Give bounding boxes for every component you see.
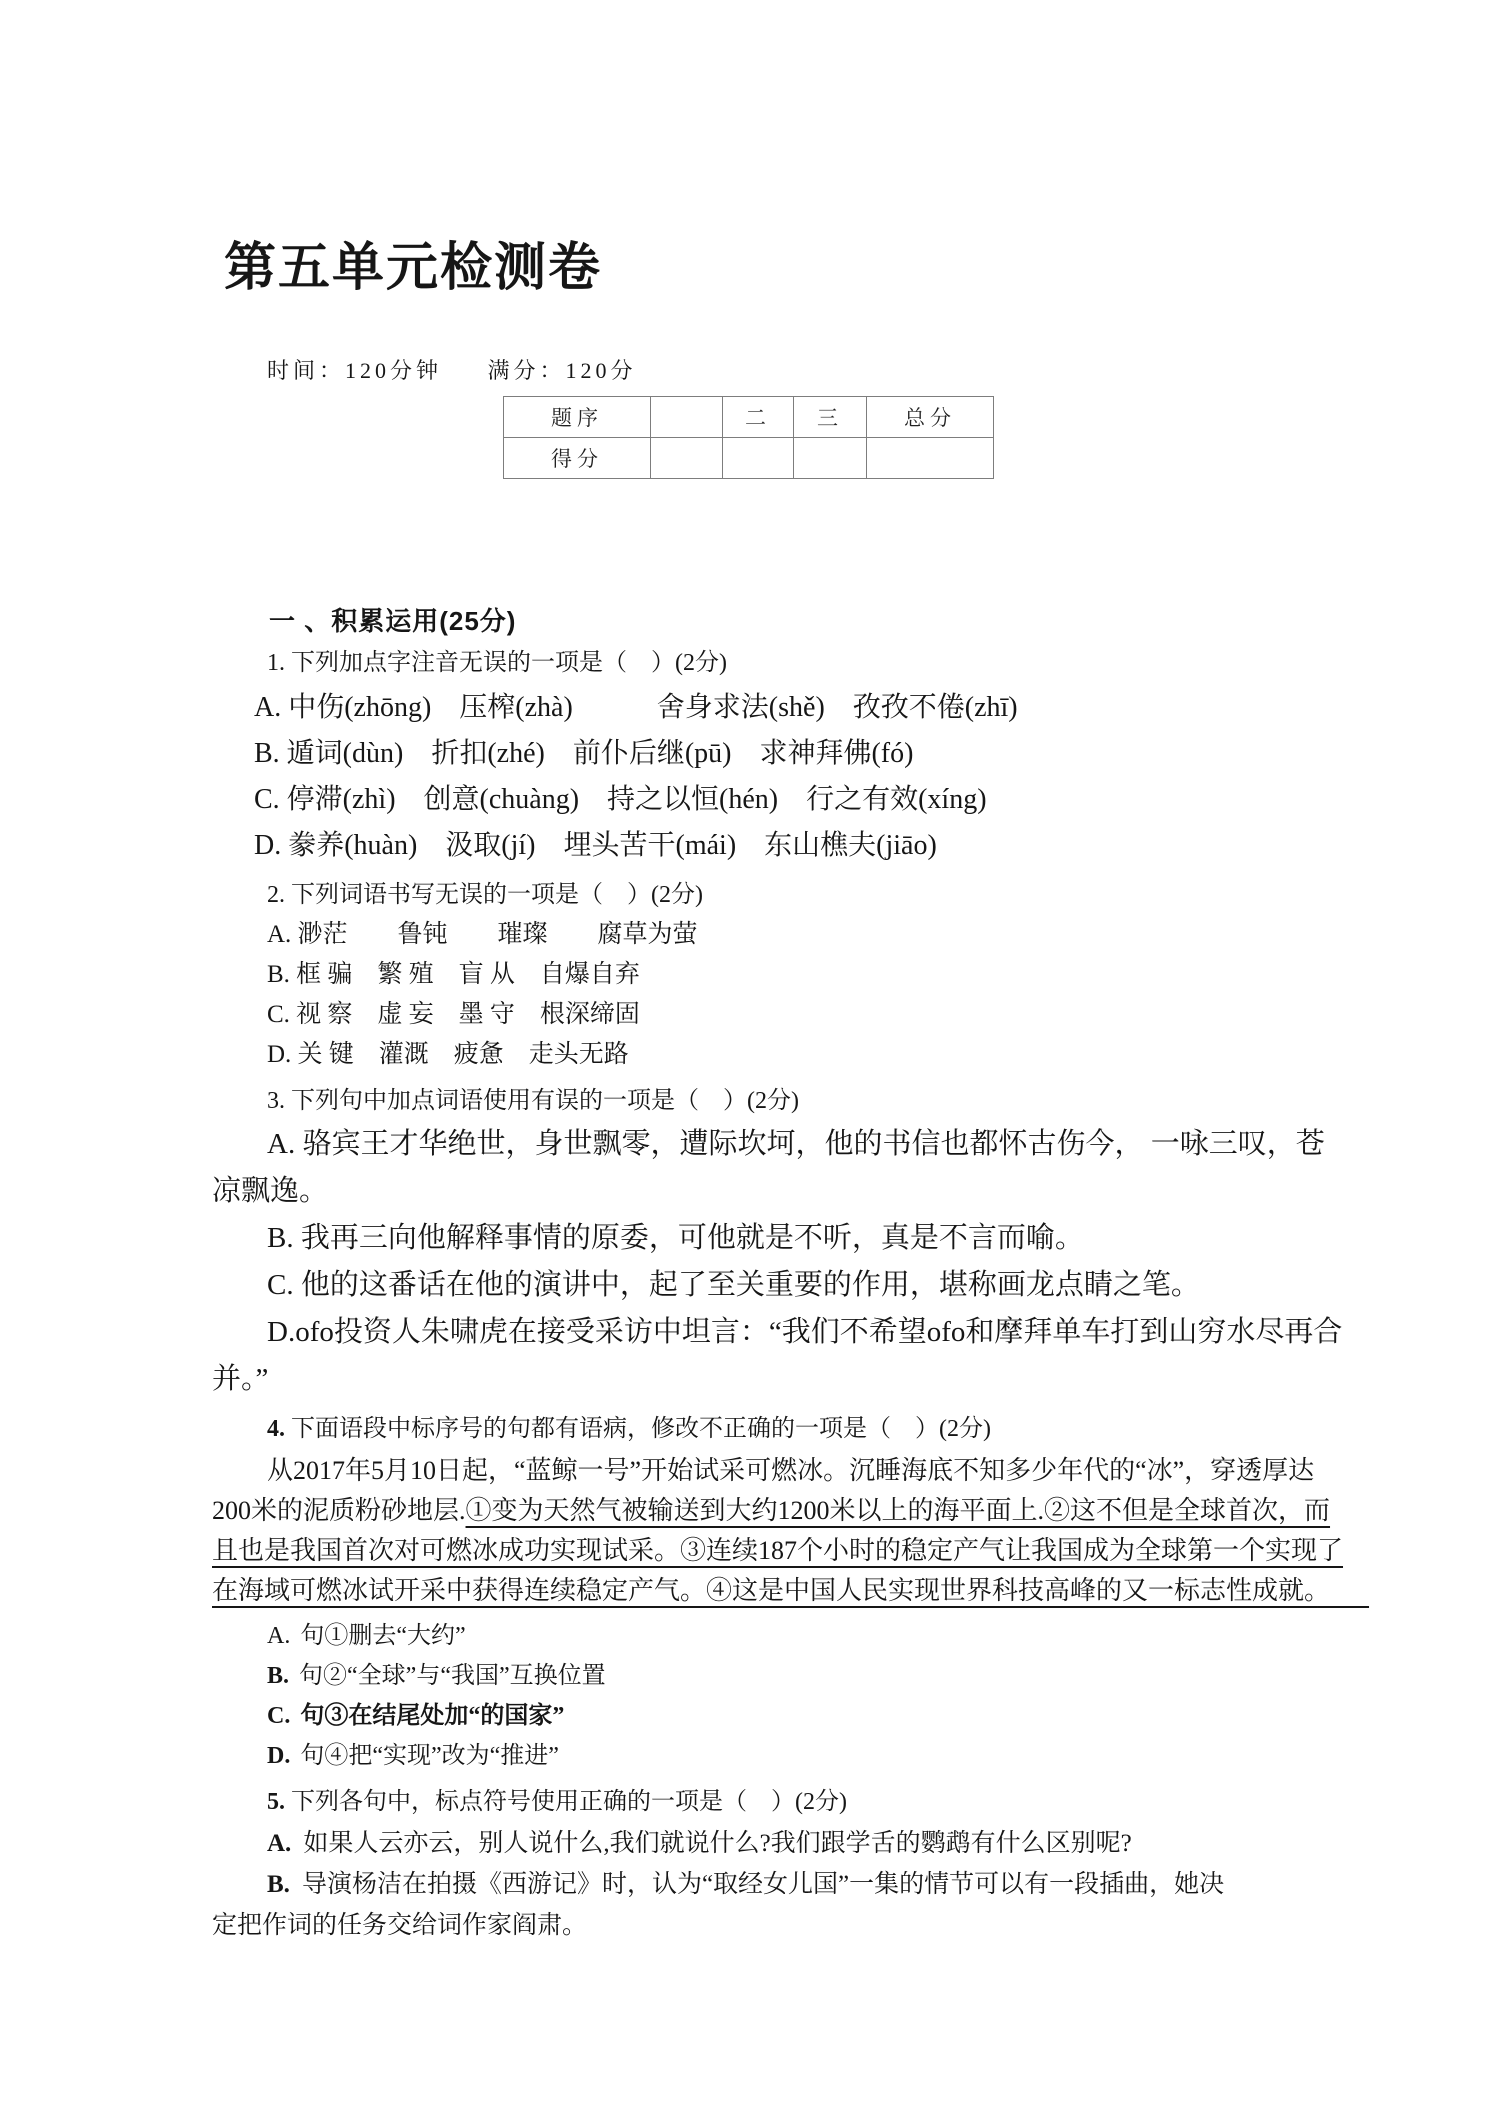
meta-full-score: 满分：120分 xyxy=(487,358,637,384)
q3-option-a: A. 骆宾王才华绝世，身世飘零，遭际坎坷，他的书信也都怀古伤今， 一咏三叹，苍凉飘逸。 xyxy=(212,1128,1325,1208)
q2-option-b: B. 框 骗 繁 殖 盲 从 自爆自弃 xyxy=(267,961,640,989)
q1-option-c: C. 停滞(zhì) 创意(chuàng) 持之以恒(hén) 行之有效(xíng) xyxy=(254,784,987,816)
score-table-cell-total: 总分 xyxy=(867,397,994,438)
score-row-blank-3 xyxy=(794,438,867,479)
score-table-score-row xyxy=(504,438,994,479)
score-row-blank-2 xyxy=(723,438,794,479)
score-table-cell-part2: 二 xyxy=(723,397,794,438)
q4-option-b-label: B. xyxy=(267,1663,290,1690)
score-table-cell-part1 xyxy=(651,397,723,438)
q4-number: 4. xyxy=(267,1416,285,1443)
section-1-heading: 一 、积累运用(25分) xyxy=(269,606,517,637)
q1-option-d: D. 豢养(huàn) 汲取(jí) 埋头苦干(mái) 东山樵夫(jiāo) xyxy=(254,830,937,862)
q4-stem xyxy=(212,1411,1352,1448)
q4-option-c-text: 句③在结尾处加“的国家” xyxy=(300,1703,565,1730)
score-row-label: 得分 xyxy=(504,438,651,479)
q5-option-b xyxy=(212,1864,1242,1946)
q3-option-b: B. 我再三向他解释事情的原委，可他就是不听，真是不言而喻。 xyxy=(267,1222,1084,1255)
q4-passage-underlined: ①变为天然气被输送到大约1200米以上的海平面上.②这不但是全球首次，而且也是我国首次对可燃冰成功实现试采。③连续187个小时的稳定产气让我国成为全球第一个实现了在海域可燃冰试开采中获得连续稳定产气。④这是中国人民实现世界科技高峰的又一标志性成就。 xyxy=(212,1496,1344,1606)
score-row-blank-1 xyxy=(651,438,723,479)
q4-option-d-text: 句④把“实现”改为“推进” xyxy=(300,1743,559,1770)
q1-option-a: A. 中伤(zhōng) 压榨(zhà) 舍身求法(shě) 孜孜不倦(zhī) xyxy=(254,692,1018,724)
q1-option-b: B. 遁词(dùn) 折扣(zhé) 前仆后继(pū) 求神拜佛(fó) xyxy=(254,738,914,770)
score-table xyxy=(503,396,994,479)
q3-stem: 3. 下列句中加点词语使用有误的一项是（ ）(2分) xyxy=(267,1088,799,1115)
q3-option-c: C. 他的这番话在他的演讲中，起了至关重要的作用，堪称画龙点睛之笔。 xyxy=(267,1269,1200,1302)
q4-option-b-text: 句②“全球”与“我国”互换位置 xyxy=(299,1663,606,1690)
q4-stem-text: 下面语段中标序号的句都有语病，修改不正确的一项是（ ）(2分) xyxy=(291,1416,991,1443)
q4-passage-plain: 从2017年5月10日起，“蓝鲸一号”开始试采可燃冰。沉睡海底不知多少年代的“冰”，穿透厚达200米的泥质粉砂地层. xyxy=(212,1456,1315,1526)
score-row-blank-4 xyxy=(867,438,994,479)
score-table-cell-part3: 三 xyxy=(794,397,867,438)
q3-option-d: D.ofo投资人朱啸虎在接受采访中坦言：“我们不希望ofo和摩拜单车打到山穷水尽再合并。” xyxy=(212,1316,1343,1396)
q2-option-d: D. 关 键 灌溉 疲惫 走头无路 xyxy=(267,1041,629,1069)
q5-option-b-label: B. xyxy=(267,1871,290,1899)
q5-number: 5. xyxy=(267,1789,285,1816)
q4-passage xyxy=(212,1451,1352,1611)
q4-option-c-label: C. xyxy=(267,1703,291,1730)
q4-option-d xyxy=(212,1736,1352,1776)
q5-option-a-label: A. xyxy=(267,1830,292,1858)
q4-option-a xyxy=(212,1616,1352,1656)
q5-option-a xyxy=(212,1823,1242,1864)
exam-meta xyxy=(267,356,1493,386)
q1-stem: 1. 下列加点字注音无误的一项是（ ）(2分) xyxy=(267,650,727,677)
q2-option-a: A. 渺茫 鲁钝 璀璨 腐草为萤 xyxy=(267,921,698,949)
q2-option-c: C. 视 察 虚 妄 墨 守 根深缔固 xyxy=(267,1001,640,1029)
q5-option-a-text: 如果人云亦云，别人说什么,我们就说什么?我们跟学舌的鹦鹉有什么区别呢? xyxy=(303,1830,1132,1858)
q4-option-a-text: 句①删去“大约” xyxy=(300,1623,466,1650)
q4-option-a-label: A. xyxy=(267,1623,291,1650)
page-title: 第五单元检测卷 xyxy=(224,240,603,297)
q4-option-b xyxy=(212,1656,1352,1696)
q4-option-d-label: D. xyxy=(267,1743,291,1770)
q4-option-c xyxy=(212,1696,1352,1736)
meta-time: 时间：120分钟 xyxy=(267,358,443,384)
score-table-header-row xyxy=(504,397,994,438)
q5-stem-text: 下列各句中，标点符号使用正确的一项是（ ）(2分) xyxy=(291,1789,847,1816)
q5-stem xyxy=(212,1784,1352,1821)
exam-body xyxy=(212,605,1352,1946)
q2-stem: 2. 下列词语书写无误的一项是（ ）(2分) xyxy=(267,882,703,909)
score-table-cell-label: 题序 xyxy=(504,397,651,438)
q5-option-b-text: 导演杨洁在拍摄《西游记》时，认为“取经女儿国”一集的情节可以有一段插曲，她决定把作词的任务交给词作家阎肃。 xyxy=(212,1871,1225,1940)
